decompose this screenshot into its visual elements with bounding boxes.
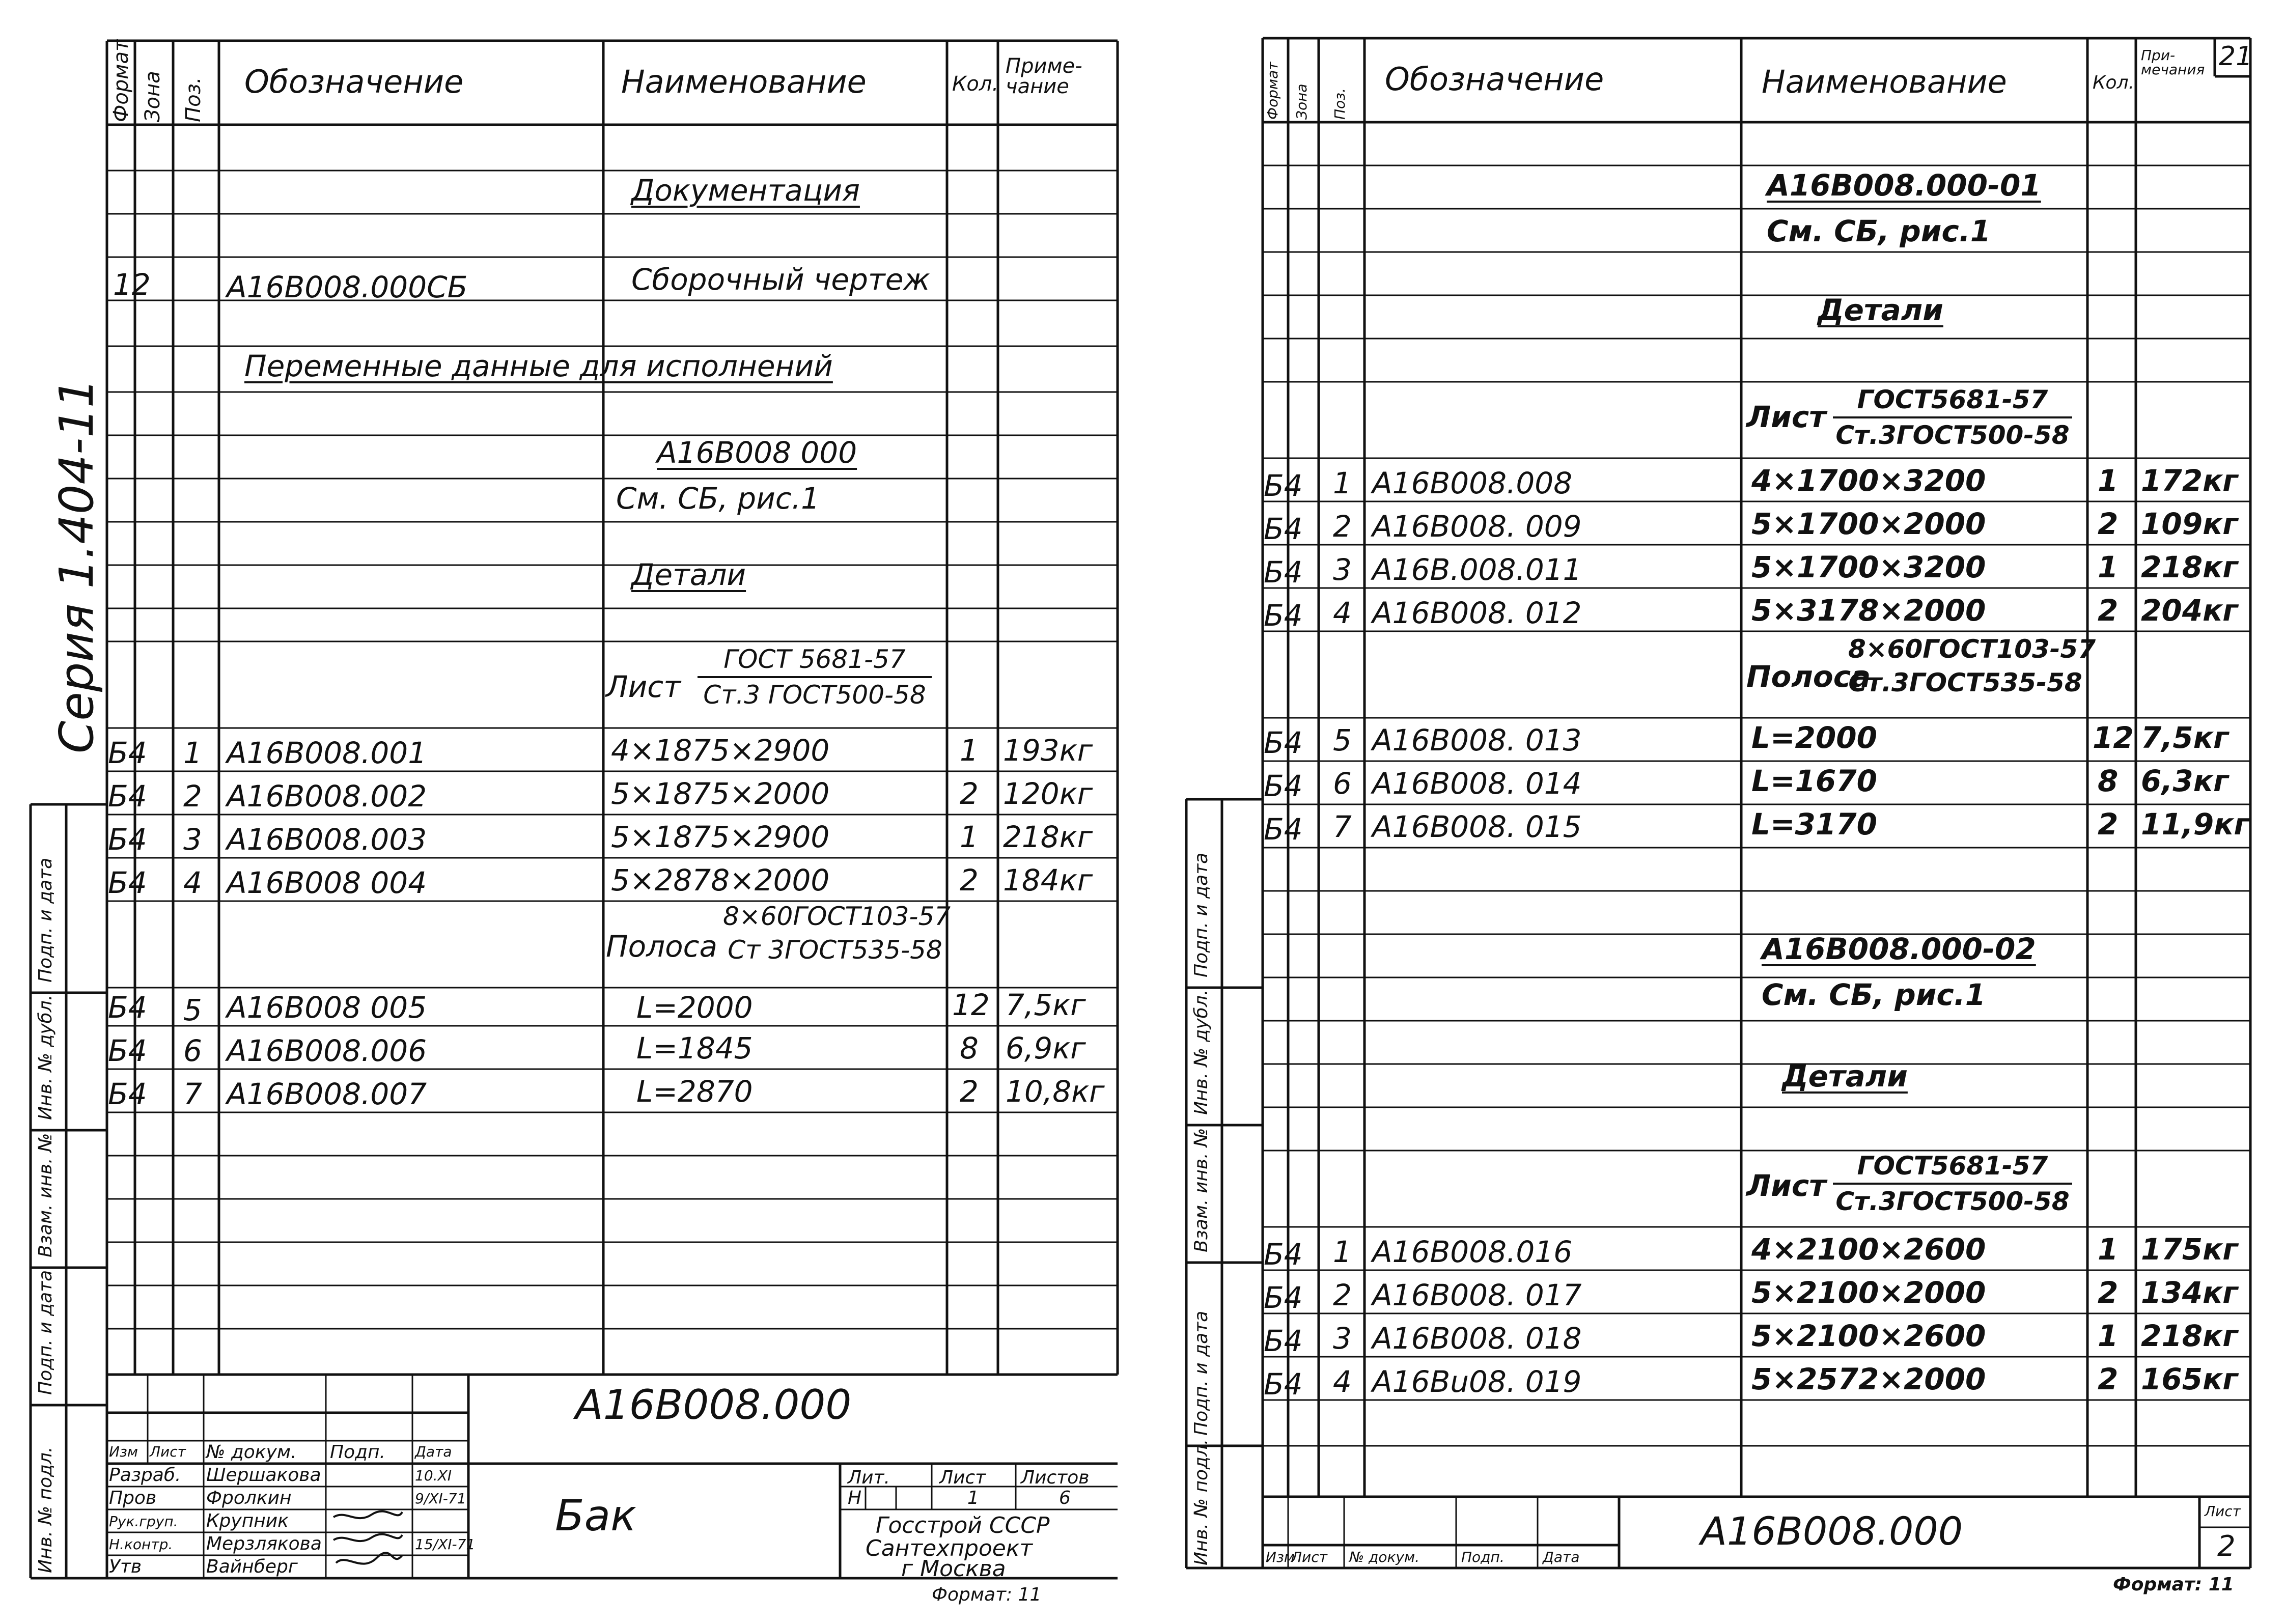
material-label-2: Лист xyxy=(1746,1168,1826,1203)
format-label: Формат: 11 xyxy=(2113,1574,2234,1595)
header-zone: Зона xyxy=(141,71,164,122)
row-name: 5×2572×2000 xyxy=(1751,1362,1986,1396)
row-note: 120кг xyxy=(1003,776,1093,811)
variant-ref: См. СБ, рис.1 xyxy=(616,481,820,516)
row-note: 218кг xyxy=(2141,1319,2238,1353)
row-name: L=3170 xyxy=(1751,807,1877,842)
row-qty: 2 xyxy=(960,863,979,898)
signatures xyxy=(331,1507,407,1578)
tb-sheet-value: 2 xyxy=(2217,1530,2236,1563)
tb-role: Пров xyxy=(109,1488,157,1508)
tb-sheet-label: Лист xyxy=(939,1467,986,1488)
row-qty: 2 xyxy=(2098,1275,2119,1310)
tb-person: Фролкин xyxy=(206,1488,292,1508)
row-qty: 12 xyxy=(952,988,990,1022)
tb-col-change: Изм xyxy=(1266,1549,1295,1565)
row-designation: А16В008. 009 xyxy=(1372,509,1582,544)
format-label: Формат: 11 xyxy=(932,1584,1042,1605)
section-variable-data: Переменные данные для исполнений xyxy=(244,349,833,383)
row-name: L=2000 xyxy=(636,990,753,1025)
material-spec-2-den: Ст.3ГОСТ500-58 xyxy=(1835,1187,2070,1216)
row-format: Б4 xyxy=(1264,555,1303,590)
tb-org-2: Сантехпроект xyxy=(866,1535,1033,1561)
section-documentation: Документация xyxy=(631,173,860,208)
header-pos: Поз. xyxy=(1331,88,1348,120)
row-name: 4×1700×3200 xyxy=(1751,463,1986,498)
header-name: Наименование xyxy=(621,63,867,100)
row-note: 172кг xyxy=(2141,463,2238,498)
row-name: 4×2100×2600 xyxy=(1751,1232,1986,1267)
row-pos: 4 xyxy=(183,865,202,900)
tb-col-docnum: № докум. xyxy=(206,1442,297,1463)
material-spec-2-num: ГОСТ5681-57 xyxy=(1833,1153,2072,1185)
row-pos: 3 xyxy=(183,822,202,857)
row-name: L=2000 xyxy=(1751,720,1877,755)
strip-spec-num: 8×60ГОСТ103-57 xyxy=(723,902,951,931)
row-note: 10,8кг xyxy=(1006,1074,1105,1109)
left-sheet xyxy=(0,0,1140,1624)
tb-col-date: Дата xyxy=(415,1443,452,1460)
right-sheet xyxy=(1171,0,2285,1624)
row-qty: 2 xyxy=(2098,1362,2119,1396)
row-pos: 1 xyxy=(1333,466,1352,500)
row-designation: А16Вu08. 019 xyxy=(1372,1364,1582,1399)
header-qty: Кол. xyxy=(952,72,999,96)
row-name: Сборочный чертеж xyxy=(631,262,930,297)
variant-01-parts: Детали xyxy=(1818,293,1943,327)
side-label-replaces-inv: Взам. инв. № xyxy=(35,1133,56,1257)
row-designation: А16В008. 013 xyxy=(1372,723,1582,758)
row-designation: А16В008. 017 xyxy=(1372,1278,1582,1312)
row-format: Б4 xyxy=(108,736,147,770)
row-pos: 5 xyxy=(183,993,202,1027)
strip-spec xyxy=(1848,634,2096,697)
tb-role: Рук.груп. xyxy=(109,1513,178,1530)
tb-person: Вайнберг xyxy=(206,1556,298,1577)
row-designation: А16В008.016 xyxy=(1372,1235,1573,1269)
row-designation: А16В008 004 xyxy=(227,865,427,900)
row-format: Б4 xyxy=(1264,1324,1303,1358)
row-designation: А16В008 005 xyxy=(227,990,427,1025)
header-designation: Обозначение xyxy=(1385,61,1604,98)
row-pos: 1 xyxy=(1333,1235,1352,1269)
header-pos: Поз. xyxy=(182,77,205,122)
tb-col-sheet: Лист xyxy=(150,1443,186,1460)
row-pos: 6 xyxy=(1333,766,1352,801)
strip-spec-num: 8×60ГОСТ103-57 xyxy=(1848,634,2096,664)
row-note: 204кг xyxy=(2141,593,2238,628)
row-designation: А16В.008.011 xyxy=(1372,552,1582,587)
row-format: Б4 xyxy=(108,779,147,814)
row-designation: А16В008. 018 xyxy=(1372,1321,1582,1356)
row-pos: 5 xyxy=(1333,723,1352,758)
row-note: 184кг xyxy=(1003,863,1093,898)
row-format: 12 xyxy=(113,267,151,302)
side-label-dup-inv: Инв. № дубл. xyxy=(35,994,56,1120)
row-designation: А16В008.008 xyxy=(1372,466,1573,500)
row-format: Б4 xyxy=(108,990,147,1025)
doc-number: А16В008.000 xyxy=(575,1381,852,1429)
side-label-orig-inv: Инв. № подл. xyxy=(1191,1439,1212,1565)
header-qty: Кол. xyxy=(2093,72,2135,93)
row-pos: 6 xyxy=(183,1033,202,1068)
row-qty: 1 xyxy=(2098,463,2119,498)
row-format: Б4 xyxy=(1264,1367,1303,1402)
material-spec-num: ГОСТ 5681-57 xyxy=(698,647,932,678)
series-label: Серия 1.404-11 xyxy=(49,378,104,753)
header-format: Формат xyxy=(1264,62,1281,120)
header-note: При-мечания xyxy=(2141,47,2205,78)
row-pos: 2 xyxy=(1333,1278,1352,1312)
row-format: Б4 xyxy=(108,1033,147,1068)
row-note: 7,5кг xyxy=(1006,988,1086,1022)
row-pos: 2 xyxy=(183,779,202,814)
tb-date: 10.XI xyxy=(415,1467,452,1484)
tb-col-sheet: Лист xyxy=(1291,1549,1327,1565)
row-note: 218кг xyxy=(2141,550,2238,584)
tb-org-3: г Москва xyxy=(901,1556,1006,1582)
row-qty: 1 xyxy=(2098,1319,2119,1353)
row-designation: А16В008. 014 xyxy=(1372,766,1582,801)
row-note: 11,9кг xyxy=(2141,807,2249,842)
row-note: 193кг xyxy=(1003,733,1093,768)
row-designation: А16В008. 012 xyxy=(1372,596,1582,630)
material-spec xyxy=(698,647,932,708)
row-qty: 12 xyxy=(2093,720,2134,755)
tb-lit-value: Н xyxy=(848,1488,862,1508)
variant-02-ref: См. СБ, рис.1 xyxy=(1762,977,1986,1012)
row-qty: 2 xyxy=(2098,593,2119,628)
variant-designation: А16В008 000 xyxy=(657,435,857,470)
material-spec-2 xyxy=(1833,1153,2072,1214)
tb-lit-label: Лит. xyxy=(848,1467,890,1488)
row-qty: 2 xyxy=(960,776,979,811)
page-number: 21 xyxy=(2219,41,2253,72)
variant-01-designation: А16В008.000-01 xyxy=(1767,168,2041,203)
row-qty: 1 xyxy=(960,820,979,854)
row-pos: 3 xyxy=(1333,552,1352,587)
strip-spec-den: Ст 3ГОСТ535-58 xyxy=(728,935,942,965)
row-designation: А16В008.006 xyxy=(227,1033,427,1068)
row-name: 5×2100×2000 xyxy=(1751,1275,1986,1310)
tb-person: Мерзлякова xyxy=(206,1533,322,1554)
strip-label: Полоса xyxy=(1746,659,1871,694)
row-name: L=2870 xyxy=(636,1074,753,1109)
row-designation: А16В008.000СБ xyxy=(227,270,468,304)
row-qty: 8 xyxy=(960,1031,979,1066)
tb-sheets-value: 6 xyxy=(1059,1488,1071,1508)
material-spec-den: Ст.3ГОСТ500-58 xyxy=(1835,421,2070,450)
row-note: 165кг xyxy=(2141,1362,2238,1396)
side-label-orig-inv: Инв. № подл. xyxy=(35,1446,56,1573)
row-format: Б4 xyxy=(1264,1280,1303,1315)
row-name: 5×3178×2000 xyxy=(1751,593,1986,628)
tb-col-sign: Подп. xyxy=(330,1442,385,1463)
side-label-sign-date-2: Подп. и дата xyxy=(35,1270,56,1395)
side-label-sign-date-2: Подп. и дата xyxy=(1191,1310,1212,1436)
tb-sheet-label: Лист xyxy=(2205,1503,2241,1520)
header-designation: Обозначение xyxy=(244,63,464,100)
tb-sheet-value: 1 xyxy=(967,1488,979,1508)
row-pos: 3 xyxy=(1333,1321,1352,1356)
row-designation: А16В008. 015 xyxy=(1372,809,1582,844)
row-qty: 2 xyxy=(2098,807,2119,842)
row-pos: 7 xyxy=(1333,809,1352,844)
variant-02-parts: Детали xyxy=(1782,1059,1908,1094)
variant-02-designation: А16В008.000-02 xyxy=(1762,932,2036,966)
tb-sheets-label: Листов xyxy=(1021,1467,1090,1488)
row-designation: А16В008.002 xyxy=(227,779,427,814)
side-label-sign-date: Подп. и дата xyxy=(1191,852,1212,977)
left-grid-lines xyxy=(0,0,1140,1624)
row-format: Б4 xyxy=(108,822,147,857)
row-pos: 2 xyxy=(1333,509,1352,544)
side-label-replaces-inv: Взам. инв. № xyxy=(1191,1128,1212,1252)
row-note: 6,9кг xyxy=(1006,1031,1086,1066)
row-pos: 4 xyxy=(1333,596,1352,630)
row-name: 5×1700×2000 xyxy=(1751,507,1986,541)
row-format: Б4 xyxy=(1264,468,1303,503)
row-note: 7,5кг xyxy=(2141,720,2229,755)
doc-title: Бак xyxy=(555,1491,636,1541)
row-format: Б4 xyxy=(1264,769,1303,803)
row-pos: 7 xyxy=(183,1077,202,1111)
row-name: 5×2100×2600 xyxy=(1751,1319,1986,1353)
side-label-sign-date: Подп. и дата xyxy=(35,857,56,983)
variant-01-ref: См. СБ, рис.1 xyxy=(1767,214,1991,248)
tb-person: Шершакова xyxy=(206,1465,321,1486)
row-qty: 1 xyxy=(960,733,979,768)
tb-person: Крупник xyxy=(206,1510,289,1531)
row-name: 5×1875×2900 xyxy=(611,820,830,854)
row-qty: 1 xyxy=(2098,1232,2119,1267)
row-name: 5×1700×3200 xyxy=(1751,550,1986,584)
row-qty: 2 xyxy=(960,1074,979,1109)
header-zone: Зона xyxy=(1293,83,1310,120)
tb-col-change: Изм xyxy=(109,1443,138,1460)
tb-date: 9/XI-71 xyxy=(415,1490,466,1507)
material-label: Лист xyxy=(1746,400,1826,434)
strip-spec-den: Ст.3ГОСТ535-58 xyxy=(1848,668,2082,697)
material-spec-den: Ст.3 ГОСТ500-58 xyxy=(703,680,926,710)
material-spec xyxy=(1833,387,2072,448)
row-format: Б4 xyxy=(1264,725,1303,760)
row-note: 109кг xyxy=(2141,507,2238,541)
row-format: Б4 xyxy=(108,865,147,900)
row-note: 175кг xyxy=(2141,1232,2238,1267)
row-name: 4×1875×2900 xyxy=(611,733,830,768)
row-format: Б4 xyxy=(1264,1237,1303,1272)
row-designation: А16В008.003 xyxy=(227,822,427,857)
row-format: Б4 xyxy=(1264,512,1303,546)
row-note: 134кг xyxy=(2141,1275,2238,1310)
tb-role: Утв xyxy=(109,1556,142,1577)
row-note: 6,3кг xyxy=(2141,764,2229,798)
row-qty: 2 xyxy=(2098,507,2119,541)
row-name: L=1670 xyxy=(1751,764,1877,798)
row-name: L=1845 xyxy=(636,1031,753,1066)
tb-col-docnum: № докум. xyxy=(1349,1549,1420,1565)
tb-org-1: Госстрой СССР xyxy=(876,1513,1050,1538)
row-pos: 1 xyxy=(183,736,202,770)
row-format: Б4 xyxy=(1264,598,1303,633)
row-designation: А16В008.007 xyxy=(227,1077,427,1111)
tb-date: 15/XI-71 xyxy=(415,1536,476,1553)
material-label: Лист xyxy=(606,669,681,704)
material-spec-num: ГОСТ5681-57 xyxy=(1833,387,2072,418)
tb-col-date: Дата xyxy=(1543,1549,1580,1565)
header-note: Приме-чание xyxy=(1006,54,1082,98)
tb-role: Н.контр. xyxy=(109,1536,173,1553)
header-name: Наименование xyxy=(1762,63,2007,100)
row-format: Б4 xyxy=(108,1077,147,1111)
side-label-dup-inv: Инв. № дубл. xyxy=(1191,989,1212,1115)
doc-number: А16В008.000 xyxy=(1701,1508,1963,1554)
row-qty: 8 xyxy=(2098,764,2119,798)
row-pos: 4 xyxy=(1333,1364,1352,1399)
row-name: 5×1875×2000 xyxy=(611,776,830,811)
row-designation: А16В008.001 xyxy=(227,736,427,770)
strip-spec xyxy=(723,902,951,965)
tb-role: Разраб. xyxy=(109,1465,181,1486)
header-format: Формат xyxy=(109,39,133,122)
row-qty: 1 xyxy=(2098,550,2119,584)
strip-label: Полоса xyxy=(606,929,718,964)
section-parts: Детали xyxy=(631,557,746,592)
row-format: Б4 xyxy=(1264,812,1303,847)
tb-col-sign: Подп. xyxy=(1461,1549,1504,1565)
row-note: 218кг xyxy=(1003,820,1093,854)
row-name: 5×2878×2000 xyxy=(611,863,830,898)
